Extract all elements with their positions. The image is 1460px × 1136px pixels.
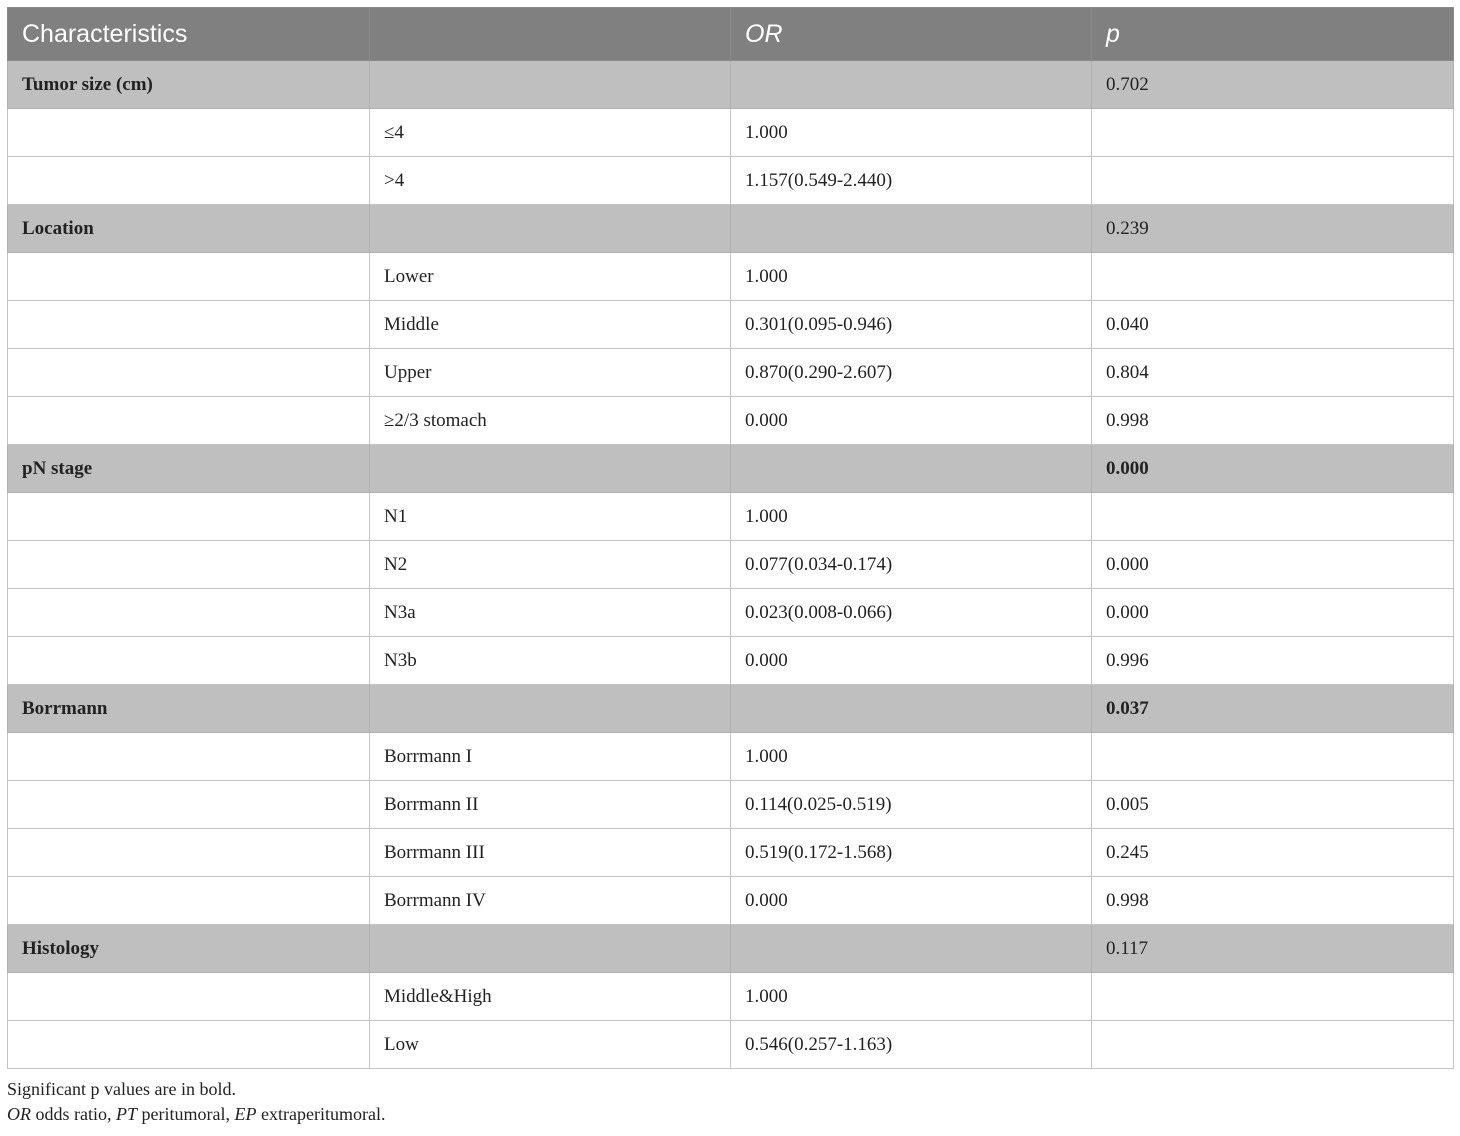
- or-cell: [731, 445, 1092, 493]
- subcategory-cell: Borrmann I: [370, 733, 731, 781]
- footnote-segment: OR: [7, 1104, 31, 1124]
- p-value-cell: 0.000: [1092, 589, 1454, 637]
- subcategory-cell: Borrmann III: [370, 829, 731, 877]
- header-or: OR: [731, 8, 1092, 61]
- table-row: [8, 349, 1454, 397]
- or-cell: [731, 925, 1092, 973]
- characteristic-cell: [8, 349, 370, 397]
- subcategory-cell: N2: [370, 541, 731, 589]
- characteristic-cell: [8, 781, 370, 829]
- group-row: [8, 925, 1454, 973]
- or-cell: 0.000: [731, 877, 1092, 925]
- p-value-cell: 0.245: [1092, 829, 1454, 877]
- table-row: [8, 781, 1454, 829]
- or-cell: 0.870(0.290-2.607): [731, 349, 1092, 397]
- characteristic-cell: [8, 877, 370, 925]
- odds-ratio-table-container: [7, 7, 1453, 1127]
- footnote-segment: EP: [234, 1104, 257, 1124]
- group-label: Location: [8, 205, 370, 253]
- subcategory-cell: Middle: [370, 301, 731, 349]
- group-label: pN stage: [8, 445, 370, 493]
- group-row: [8, 205, 1454, 253]
- or-cell: [731, 61, 1092, 109]
- characteristic-cell: [8, 1021, 370, 1069]
- or-cell: 0.114(0.025-0.519): [731, 781, 1092, 829]
- or-cell: 0.301(0.095-0.946): [731, 301, 1092, 349]
- footnote-segment: PT: [116, 1104, 138, 1124]
- characteristic-cell: [8, 589, 370, 637]
- subcategory-cell: Upper: [370, 349, 731, 397]
- characteristic-cell: [8, 733, 370, 781]
- p-value-cell: [1092, 1021, 1454, 1069]
- subcategory-cell: Borrmann IV: [370, 877, 731, 925]
- or-cell: 1.000: [731, 253, 1092, 301]
- table-row: [8, 877, 1454, 925]
- p-value-cell: 0.037: [1092, 685, 1454, 733]
- subcategory-cell: [370, 925, 731, 973]
- subcategory-cell: [370, 445, 731, 493]
- footnote-segment: odds ratio,: [31, 1104, 116, 1124]
- table-row: [8, 157, 1454, 205]
- characteristic-cell: [8, 829, 370, 877]
- header-characteristics: Characteristics: [8, 8, 370, 61]
- table-row: [8, 973, 1454, 1021]
- p-value-cell: 0.000: [1092, 541, 1454, 589]
- subcategory-cell: Low: [370, 1021, 731, 1069]
- p-value-cell: 0.000: [1092, 445, 1454, 493]
- table-row: [8, 301, 1454, 349]
- header-p: p: [1092, 8, 1454, 61]
- p-value-cell: 0.996: [1092, 637, 1454, 685]
- or-cell: 1.157(0.549-2.440): [731, 157, 1092, 205]
- or-cell: 0.546(0.257-1.163): [731, 1021, 1092, 1069]
- table-body: [8, 61, 1454, 1069]
- group-row: [8, 445, 1454, 493]
- or-cell: 0.077(0.034-0.174): [731, 541, 1092, 589]
- characteristic-cell: [8, 157, 370, 205]
- or-cell: 0.519(0.172-1.568): [731, 829, 1092, 877]
- characteristic-cell: [8, 253, 370, 301]
- group-row: [8, 685, 1454, 733]
- subcategory-cell: ≤4: [370, 109, 731, 157]
- group-label: Histology: [8, 925, 370, 973]
- subcategory-cell: [370, 61, 731, 109]
- footnote-abbreviations: [7, 1102, 1453, 1127]
- group-label: Borrmann: [8, 685, 370, 733]
- p-value-cell: 0.117: [1092, 925, 1454, 973]
- p-value-cell: 0.040: [1092, 301, 1454, 349]
- subcategory-cell: Borrmann II: [370, 781, 731, 829]
- p-value-cell: 0.998: [1092, 877, 1454, 925]
- or-cell: 1.000: [731, 493, 1092, 541]
- table-row: [8, 253, 1454, 301]
- or-cell: 0.023(0.008-0.066): [731, 589, 1092, 637]
- subcategory-cell: N3b: [370, 637, 731, 685]
- table-row: [8, 541, 1454, 589]
- table-row: [8, 829, 1454, 877]
- p-value-cell: 0.804: [1092, 349, 1454, 397]
- characteristic-cell: [8, 301, 370, 349]
- subcategory-cell: [370, 685, 731, 733]
- or-cell: 1.000: [731, 109, 1092, 157]
- table-row: [8, 493, 1454, 541]
- footnote-significance: Significant p values are in bold.: [7, 1079, 236, 1099]
- footnote-segment: extraperitumoral.: [256, 1104, 386, 1124]
- p-value-cell: [1092, 109, 1454, 157]
- table-row: [8, 637, 1454, 685]
- characteristic-cell: [8, 109, 370, 157]
- table-row: [8, 397, 1454, 445]
- subcategory-cell: N1: [370, 493, 731, 541]
- characteristic-cell: [8, 637, 370, 685]
- subcategory-cell: Middle&High: [370, 973, 731, 1021]
- p-value-cell: [1092, 973, 1454, 1021]
- p-value-cell: [1092, 493, 1454, 541]
- characteristic-cell: [8, 541, 370, 589]
- or-cell: [731, 685, 1092, 733]
- subcategory-cell: N3a: [370, 589, 731, 637]
- table-row: [8, 1021, 1454, 1069]
- subcategory-cell: ≥2/3 stomach: [370, 397, 731, 445]
- or-cell: 1.000: [731, 733, 1092, 781]
- p-value-cell: 0.005: [1092, 781, 1454, 829]
- subcategory-cell: [370, 205, 731, 253]
- subcategory-cell: >4: [370, 157, 731, 205]
- subcategory-cell: Lower: [370, 253, 731, 301]
- table-row: [8, 109, 1454, 157]
- group-label: Tumor size (cm): [8, 61, 370, 109]
- table-header-row: [8, 8, 1454, 61]
- p-value-cell: 0.998: [1092, 397, 1454, 445]
- p-value-cell: [1092, 157, 1454, 205]
- or-cell: 0.000: [731, 397, 1092, 445]
- or-cell: 0.000: [731, 637, 1092, 685]
- or-cell: 1.000: [731, 973, 1092, 1021]
- or-cell: [731, 205, 1092, 253]
- table-footnotes: [7, 1077, 1453, 1127]
- characteristic-cell: [8, 493, 370, 541]
- p-value-cell: 0.702: [1092, 61, 1454, 109]
- p-value-cell: 0.239: [1092, 205, 1454, 253]
- header-subcategory: [370, 8, 731, 61]
- table-row: [8, 733, 1454, 781]
- p-value-cell: [1092, 253, 1454, 301]
- table-row: [8, 589, 1454, 637]
- characteristic-cell: [8, 973, 370, 1021]
- characteristic-cell: [8, 397, 370, 445]
- footnote-segment: peritumoral,: [137, 1104, 235, 1124]
- p-value-cell: [1092, 733, 1454, 781]
- odds-ratio-table: [7, 7, 1454, 1069]
- group-row: [8, 61, 1454, 109]
